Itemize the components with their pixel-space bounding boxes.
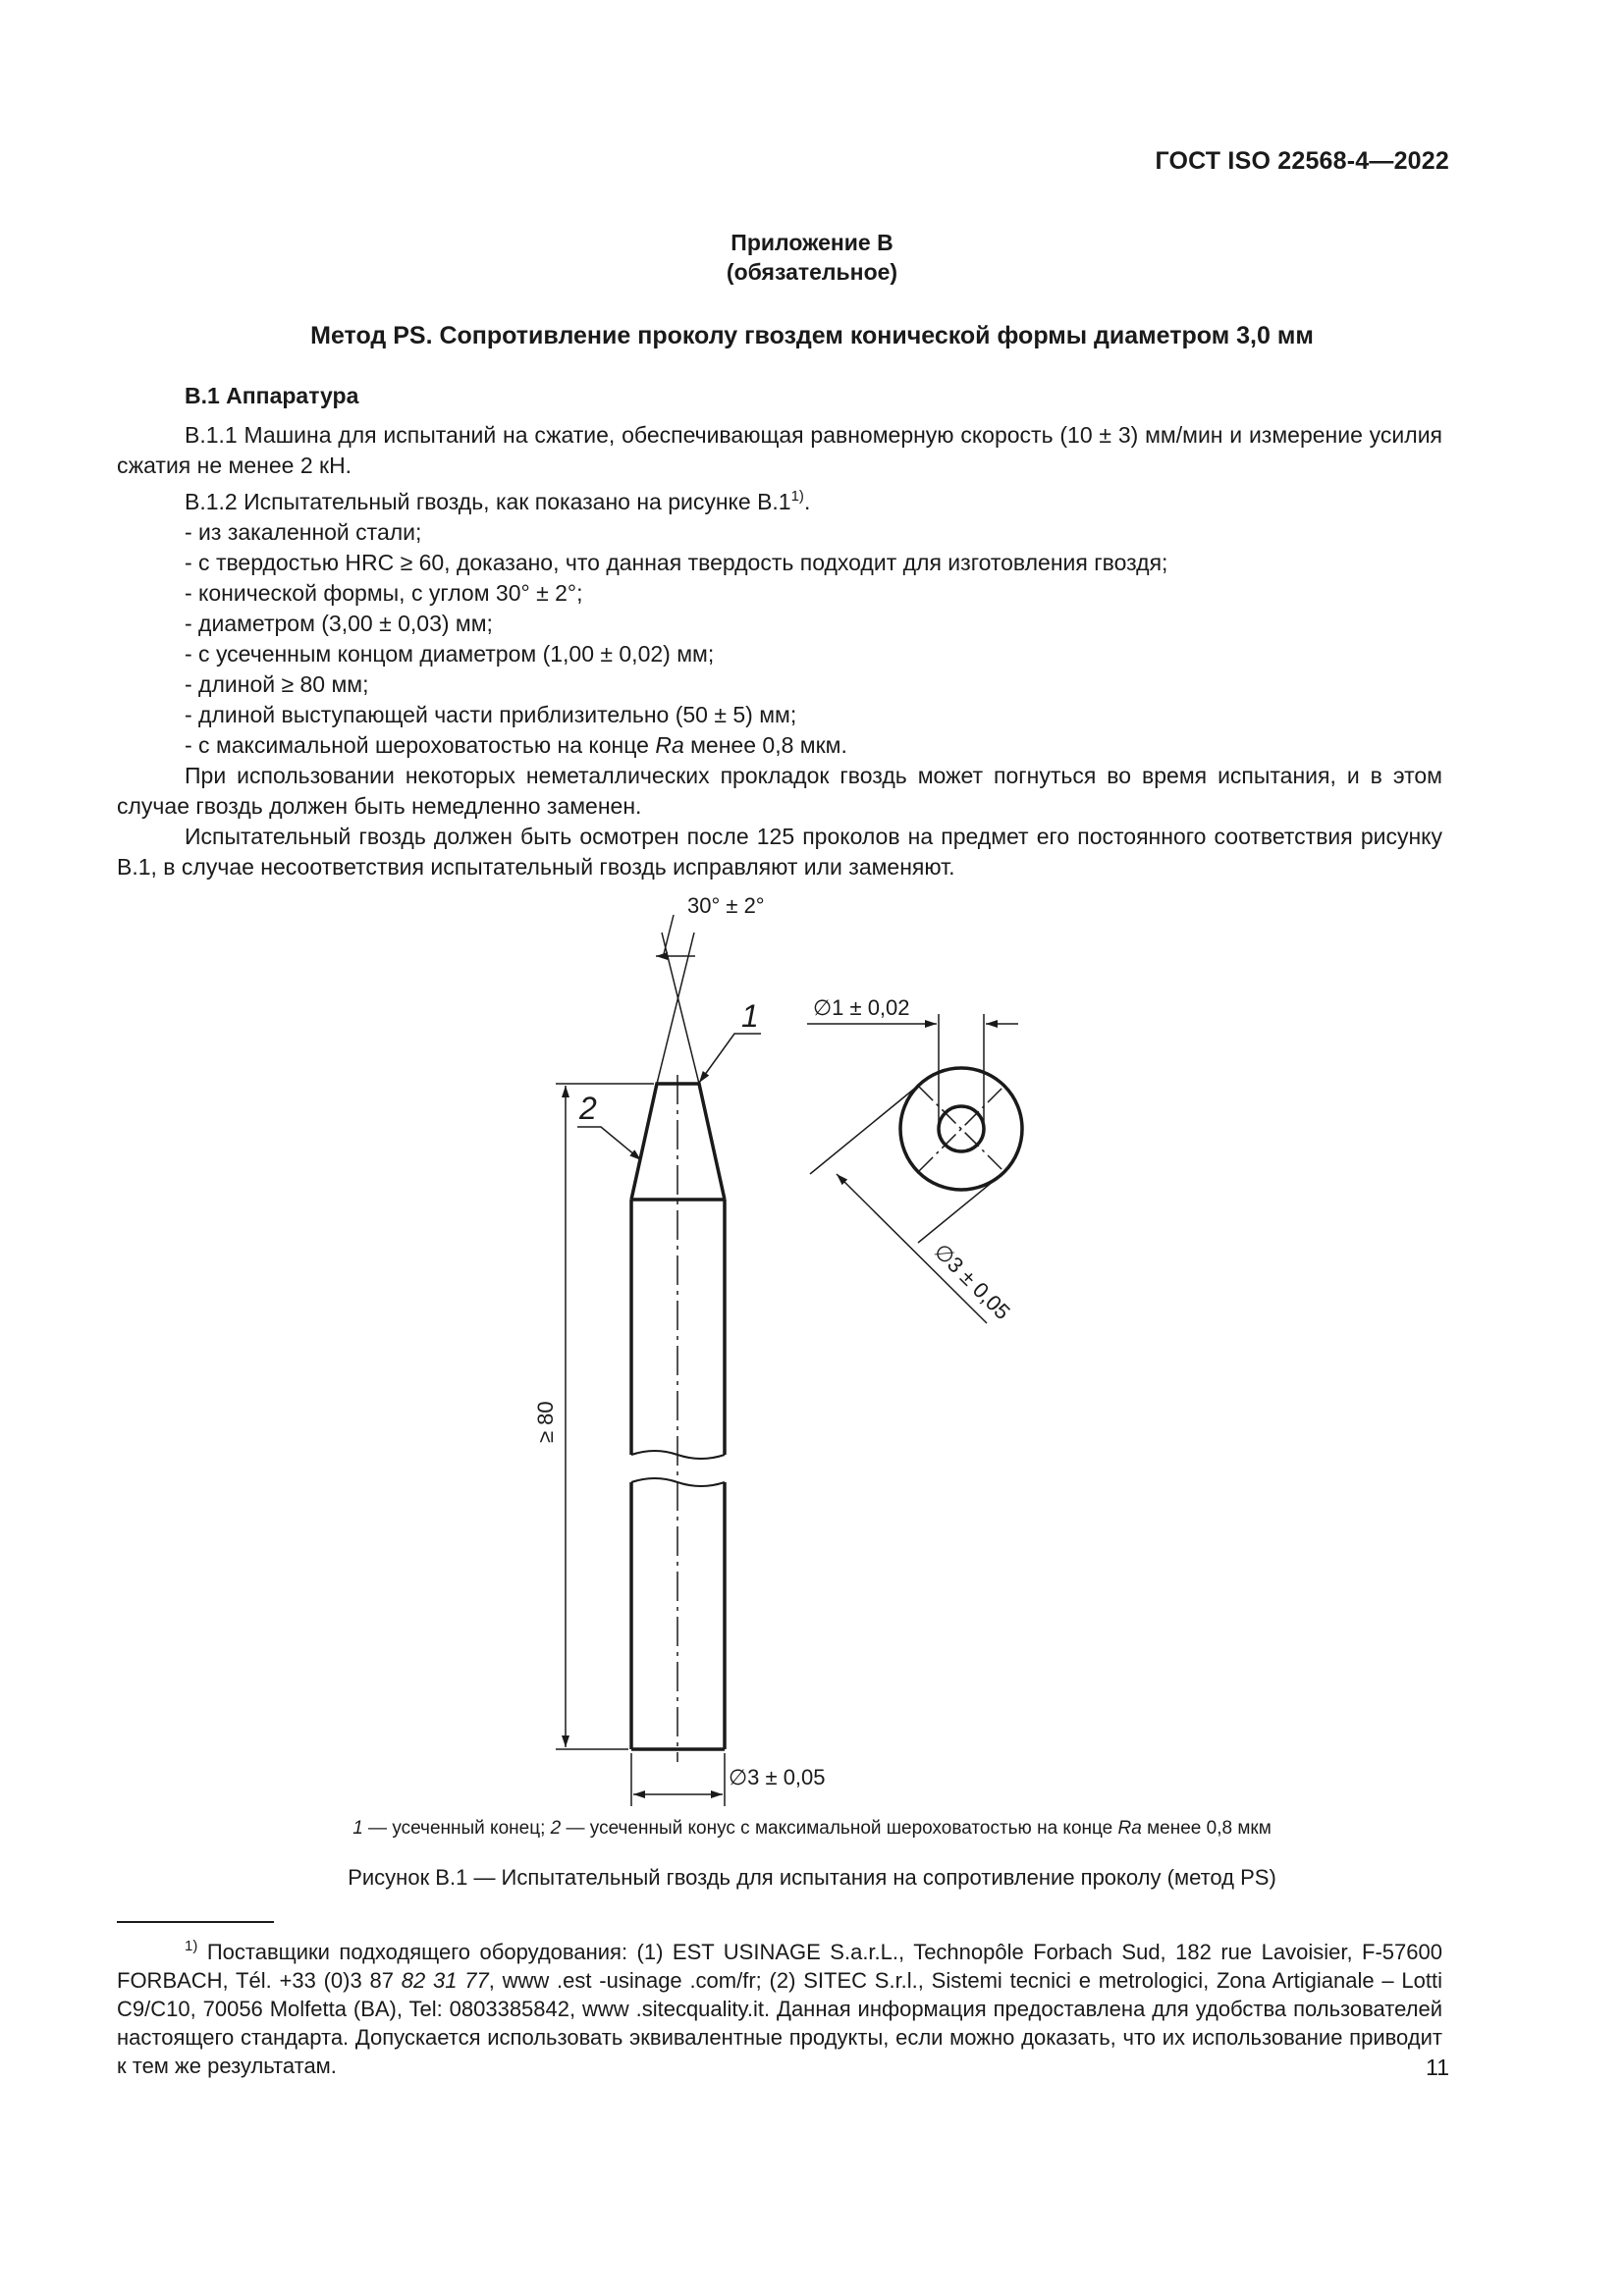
footnote-text-italic: 82 31 77 — [401, 1968, 489, 1993]
footnote-separator — [117, 1921, 274, 1923]
outer-diameter-label: ∅3 ± 0,05 — [929, 1238, 1015, 1325]
figure-caption: Рисунок В.1 — Испытательный гвоздь для испытания на сопротивление проколу (метод PS) — [348, 1865, 1276, 1890]
paragraph-inspection: Испытательный гвоздь должен быть осмотрен после 125 проколов на предмет его постоянного соответствия рисунку В.1, в случае несоответствия испытательный гвоздь исправляют или заменяют. — [117, 824, 1442, 880]
tip-diameter-label: ∅1 ± 0,02 — [813, 995, 910, 1020]
paragraph-bending: При использовании некоторых неметаллических прокладок гвоздь может погнуться во время испытания, и в этом случае гвоздь должен быть немедленно заменен. — [117, 763, 1442, 819]
appendix-name: Приложение В — [731, 230, 893, 255]
tip-diameter-dimension — [807, 1014, 1018, 1127]
legend-text: — усеченный конец; — [362, 1818, 551, 1839]
list-item: - длиной выступающей части приблизительно (50 ± 5) мм; — [185, 702, 797, 727]
list-item-text: - с максимальной шероховатостью на конце — [185, 732, 656, 758]
shaft-diameter-label: ∅3 ± 0,05 — [729, 1765, 826, 1789]
figure-legend — [0, 1818, 1624, 1840]
legend-text: менее 0,8 мкм — [1141, 1818, 1272, 1839]
list-item: - длиной ≥ 80 мм; — [185, 671, 369, 697]
footnote-ref[interactable]: 1) — [790, 488, 804, 505]
angle-label: 30° ± 2° — [687, 893, 765, 918]
legend-key-1: 1 — [352, 1818, 363, 1839]
legend-key-2: 2 — [550, 1818, 562, 1839]
ra-symbol: Ra — [655, 732, 684, 758]
callout-2-label: 2 — [579, 1091, 597, 1126]
length-label: ≥ 80 — [533, 1401, 558, 1443]
paragraph-b12-text: В.1.2 Испытательный гвоздь, как показано на рисунке В.1 — [185, 489, 791, 514]
end-view — [900, 1068, 1022, 1190]
footnote-mark: 1) — [185, 1938, 198, 1954]
callout-1-label: 1 — [741, 998, 759, 1034]
section-heading: В.1 Аппаратура — [185, 383, 359, 408]
legend-text: — усеченный конус с максимальной шероховатостью на конце — [561, 1818, 1118, 1839]
length-dimension — [556, 1084, 654, 1749]
footnote-text: , www .est -usinage .com/fr; (2) SITEC S.r.l., Sistemi tecnici e metrologici, Zona Artigianale – Lotti C9/C10, 70056 Molfetta (BA), Tel: 0803385842, www .sitecquality.it. Данная информация предоставлена для удобства пользователей настоящего стандарта. Допускается использовать эквивалентные продукты, если можно доказать, что их использование приводит к тем же результатам. — [117, 1968, 1443, 2078]
footnote — [117, 1932, 1442, 2080]
ra-symbol: Ra — [1117, 1818, 1142, 1839]
paragraph-b11: В.1.1 Машина для испытаний на сжатие, обеспечивающая равномерную скорость (10 ± 3) мм/мин и измерение усилия сжатия не менее 2 кН. — [117, 422, 1442, 478]
list-item: - конической формы, с углом 30° ± 2°; — [185, 580, 583, 606]
document-code: ГОСТ ISO 22568-4—2022 — [1155, 147, 1449, 175]
page-number: 11 — [1426, 2055, 1449, 2080]
list-item: - диаметром (3,00 ± 0,03) мм; — [185, 611, 493, 636]
paragraph-b12-end: . — [803, 489, 811, 514]
callout-2-leader — [577, 1127, 641, 1160]
angle-construction-lines — [657, 933, 699, 1084]
appendix-status: (обязательное) — [726, 259, 898, 285]
footnote-text: Поставщики подходящего оборудования: (1) EST USINAGE S.a.r.L., Technopôle Forbach Sud, 182 rue Lavoisier, F-57600 FORBACH, Tél. +33 (0)3 87 — [117, 1940, 1442, 1993]
callout-1-leader — [699, 1034, 761, 1083]
list-item: - с усеченным концом диаметром (1,00 ± 0,02) мм; — [185, 641, 715, 667]
list-item: - из закаленной стали; — [185, 519, 422, 545]
page-title: Метод PS. Сопротивление проколу гвоздем конической формы диаметром 3,0 мм — [310, 322, 1314, 349]
list-item: - с твердостью HRC ≥ 60, доказано, что данная твердость подходит для изготовления гвоздя; — [185, 550, 1168, 575]
list-item-text: менее 0,8 мкм. — [683, 732, 847, 758]
